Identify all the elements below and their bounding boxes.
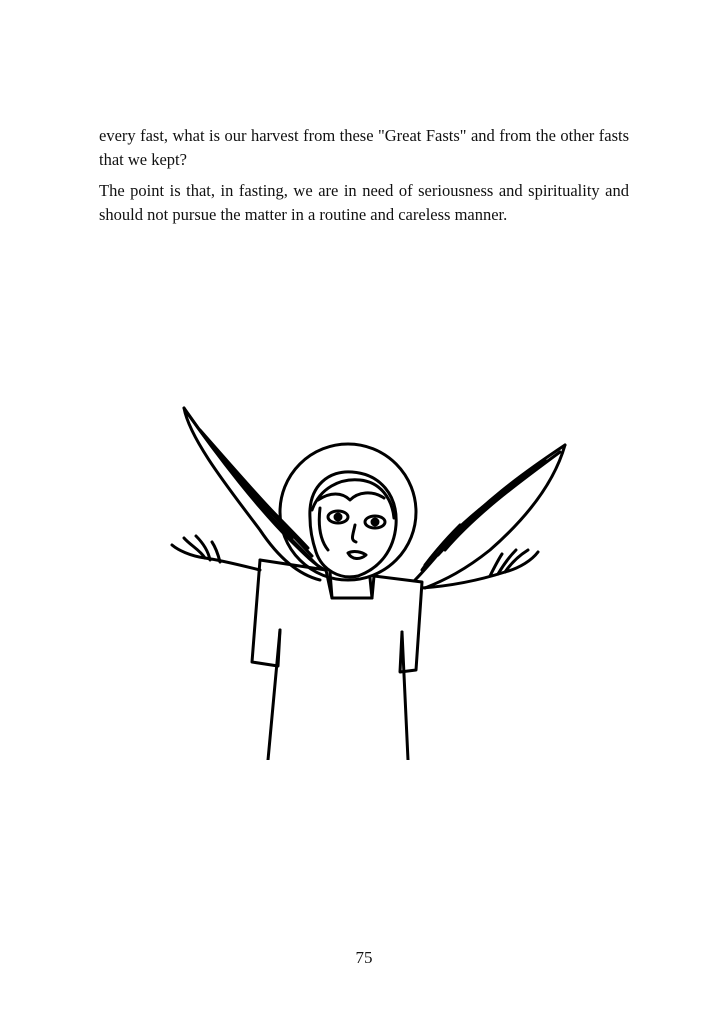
angel-illustration-icon	[160, 400, 580, 760]
left-wing-icon	[184, 408, 325, 580]
page-number: 75	[355, 948, 373, 967]
left-hand-icon	[172, 536, 260, 570]
paragraph-1: every fast, what is our harvest from these "Great Fasts" and from the other fasts that we kept?	[99, 126, 629, 169]
body-text	[99, 124, 629, 234]
paragraph-2: The point is that, in fasting, we are in need of seriousness and spirituality and should not pursue the matter in a routine and careless manner.	[99, 181, 629, 224]
robe-icon	[252, 560, 422, 760]
right-wing-icon	[415, 445, 565, 588]
head-icon	[310, 472, 396, 577]
